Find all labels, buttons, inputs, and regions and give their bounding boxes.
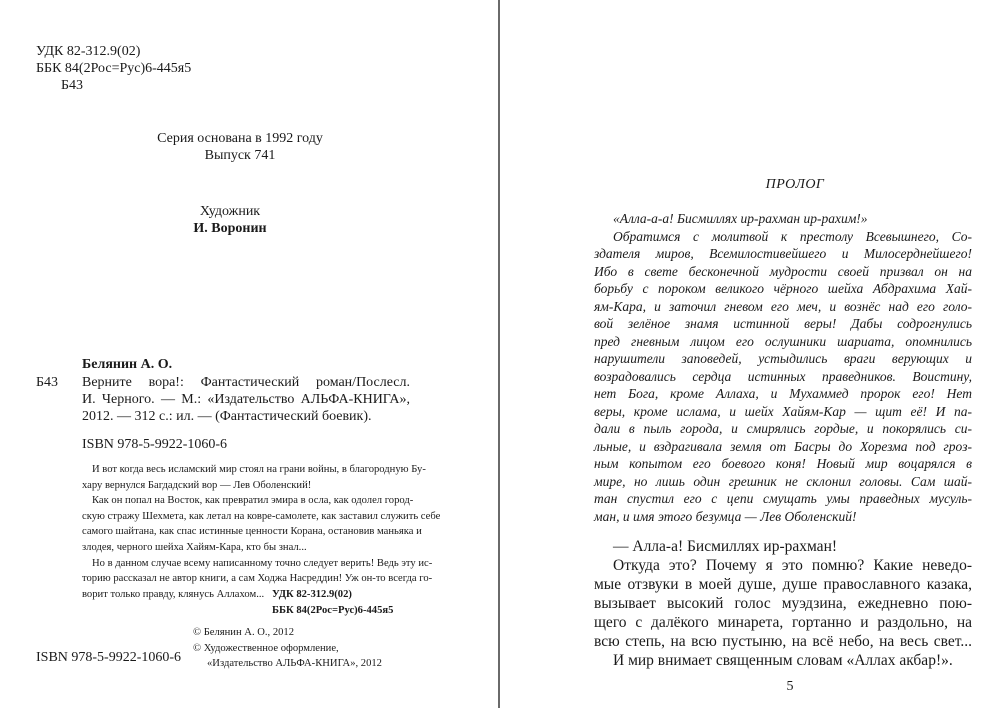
body-line: И мир внимает священным словам «Аллах акбар!». xyxy=(613,652,953,669)
page-number: 5 xyxy=(786,679,794,694)
bbk-code: ББК 84(2Рос=Рус)6-445я5 xyxy=(36,61,192,76)
series-founded: Серия основана в 1992 году xyxy=(157,131,323,146)
annotation-line: ворит только правду, клянусь Аллахом... xyxy=(82,588,265,600)
annotation-line: самого шайтана, как спас истинные ценности Корана, остановив маньяка и xyxy=(82,526,422,538)
copyright-design: © Художественное оформление, xyxy=(193,642,339,654)
prolog-line: борьбу с пороком великого чёрного шейха Абдрахима Хай- xyxy=(594,281,972,296)
prolog-line: ям-Кара, и заточил гневом его меч, и вознёс над его голо- xyxy=(594,298,972,314)
annotation-line: скую стражу Шехмета, как летал на ковре-самолете, как заставил служить себе xyxy=(82,510,441,522)
artist-credit xyxy=(130,203,330,237)
prolog-line: Обратимся с молитвой к престолу Всевышнего, Со- xyxy=(613,228,972,244)
bibliographic-description xyxy=(82,374,410,425)
catalog-code: Б43 xyxy=(36,375,59,390)
copyright-author: © Белянин А. О., 2012 xyxy=(193,627,295,638)
annotation-line: Как он попал на Восток, как превратил эмира в осла, как одолел город- xyxy=(92,495,414,507)
prolog-line: «Алла-а-а! Бисмиллях ир-рахман ир-рахим!» xyxy=(613,211,868,226)
udk-code: УДК 82-312.9(02) xyxy=(36,44,141,59)
classification-block xyxy=(36,43,191,94)
body-line: Откуда это? Почему я это помню? Какие неведо- xyxy=(613,557,972,574)
isbn-bottom: ISBN 978-5-9922-1060-6 xyxy=(36,650,182,665)
author-mark: Б43 xyxy=(61,78,84,93)
body-line: вызывает высокий голос муэдзина, ежедневно пою- xyxy=(594,595,972,612)
prolog-line: льные, и вздрагивала земля от Басры до Хорезма под грoз- xyxy=(594,438,972,454)
prolog-line: ман, и имя этого безумца — Лев Оболенский! xyxy=(594,508,857,524)
body-line: мые отзвуки в моей душе, душе православного казака, xyxy=(594,576,972,593)
artist-label: Художник xyxy=(199,204,261,219)
prolog-line: ным копытом его боевого коня! Новый мир воцарялся в xyxy=(594,456,972,471)
bbk-code-bottom: ББК 84(2Рос=Рус)6-445я5 xyxy=(272,604,394,616)
udk-code-bottom: УДК 82-312.9(02) xyxy=(272,589,352,600)
classification-bottom xyxy=(272,587,393,618)
prolog-line: веры, кроме ислама, и шейх Хайям-Кар — щит её! И па- xyxy=(594,403,972,419)
series-info xyxy=(120,130,360,164)
annotation-line: торию рассказал не автор книги, а сам Ходжа Насреддин! Уж он-то всегда го- xyxy=(82,573,433,585)
prolog-line: Ибо в свете бесконечной мудрости своей призвал он на xyxy=(594,263,972,279)
annotation xyxy=(82,462,441,602)
body-line: щего с далёкого минарета, гортанно и раздольно, на xyxy=(594,614,972,631)
left-page xyxy=(0,0,498,708)
prolog-invocation xyxy=(594,210,972,525)
prolog-line: вой зелёное знамя истинной веры! Дабы содрогнулись xyxy=(594,316,972,331)
copyright-publisher: «Издательство АЛЬФА-КНИГА», 2012 xyxy=(207,658,382,670)
copyright-block xyxy=(193,625,382,672)
biblio-line-3: 2012. — 312 с.: ил. — (Фантастический боевик). xyxy=(82,409,372,424)
prolog-line: мире, но лишь один грешник не склонил головы. Сам шай- xyxy=(594,473,972,489)
prolog-line: пред гневным лицом его ослушники шариата, опомнились xyxy=(594,333,972,349)
right-page xyxy=(500,0,1000,708)
annotation-line: Но в данном случае всему написанному точно следует верить! Ведь эту ис- xyxy=(92,557,433,569)
body-line: — Алла-а! Бисмиллях ир-рахман! xyxy=(613,538,838,555)
annotation-line: И вот когда весь исламский мир стоял на грани войны, в благородную Бу- xyxy=(92,464,426,475)
chapter-body xyxy=(594,537,972,670)
prolog-line: здателя миров, Всемилостивейшего и Милосерднейшего! xyxy=(594,246,972,261)
author-heading: Белянин А. О. xyxy=(82,357,173,372)
prolog-title: ПРОЛОГ xyxy=(765,177,825,192)
prolog-line: дали в пыль города, и смирялись гордые, и покорялись си- xyxy=(594,421,972,436)
body-line: всю степь, на всю пустыню, на всё небо, на весь свет... xyxy=(594,633,972,650)
annotation-line: хару вернулся Багдадский вор — Лев Оболенский! xyxy=(82,479,312,491)
series-issue: Выпуск 741 xyxy=(204,148,276,163)
prolog-line: возрадовались сердца истинных праведников. Воистину, xyxy=(594,368,972,384)
artist-name: И. Воронин xyxy=(193,221,267,236)
prolog-line: нарушители заповедей, устыдились враги верующих и xyxy=(594,351,972,366)
isbn: ISBN 978-5-9922-1060-6 xyxy=(82,437,228,452)
annotation-line: злодея, черного шейха Хайям-Кара, кто бы знал... xyxy=(82,541,307,553)
biblio-line-2: И. Черного. — М.: «Издательство АЛЬФА-КНИГА», xyxy=(82,392,410,407)
prolog-line: тан спустил его с цепи смущать умы праведных мусуль- xyxy=(594,491,972,506)
biblio-line-1: Верните вора!: Фантастический роман/Послесл. xyxy=(82,375,410,390)
prolog-line: нет Бога, кроме Аллаха, и Мухаммед пророк его! Нет xyxy=(594,386,972,401)
